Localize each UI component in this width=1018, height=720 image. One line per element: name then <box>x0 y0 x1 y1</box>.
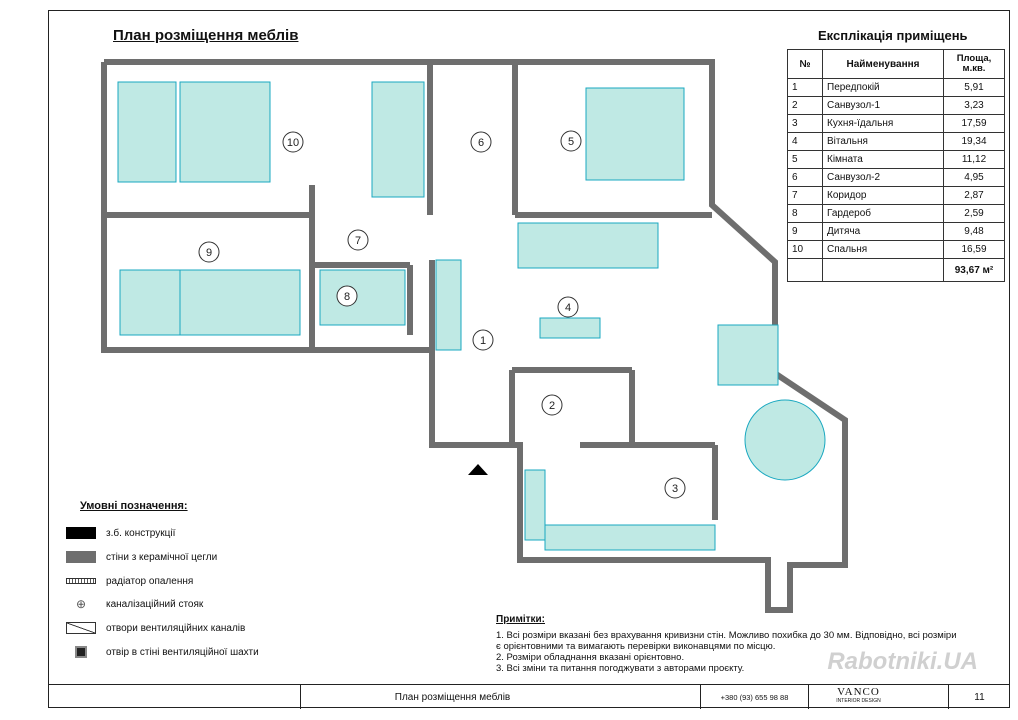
room-area-cell: 19,34 <box>944 133 1005 151</box>
room-marker-label: 2 <box>548 400 556 412</box>
legend-title: Умовні позначення: <box>80 500 188 512</box>
room-area-cell: 16,59 <box>944 241 1005 259</box>
legend-label: отвори вентиляційних каналів <box>106 622 246 634</box>
legend-item-sewer <box>66 597 203 611</box>
room-name-cell: Санвузол-1 <box>823 97 944 115</box>
col-area: Площа, м.кв. <box>944 50 1005 79</box>
room-number-cell: 2 <box>788 97 823 115</box>
room-marker-label: 8 <box>343 291 351 303</box>
concrete-swatch-icon <box>66 527 96 539</box>
footer-sheet-name: План розміщення меблів <box>300 685 604 709</box>
radiator-swatch-icon <box>66 578 96 584</box>
legend-item-radiator <box>66 574 193 588</box>
legend-item-vent <box>66 621 245 635</box>
room-marker-label: 6 <box>477 137 485 149</box>
room-area-cell: 17,59 <box>944 115 1005 133</box>
room-marker-label: 5 <box>567 136 575 148</box>
room-number-cell: 8 <box>788 205 823 223</box>
legend-item-concrete <box>66 526 175 540</box>
room-marker-label: 3 <box>671 483 679 495</box>
room-number-cell: 10 <box>788 241 823 259</box>
notes-title: Примітки: <box>496 614 545 625</box>
room-marker-label: 10 <box>286 137 300 149</box>
room-area-cell: 5,91 <box>944 79 1005 97</box>
note-line: є орієнтовними та вимагають перевірки виконавцями по місцю. <box>496 641 776 652</box>
room-number-cell: 6 <box>788 169 823 187</box>
sewer-riser-icon: ⊕ <box>75 597 87 611</box>
title-block <box>48 684 1010 708</box>
room-name-cell: Кухня-їдальня <box>823 115 944 133</box>
room-marker-label: 9 <box>205 247 213 259</box>
room-number-cell: 9 <box>788 223 823 241</box>
legend-label: стіни з керамічної цегли <box>106 551 218 563</box>
col-number: № <box>788 50 823 79</box>
room-number-cell: 1 <box>788 79 823 97</box>
total-area-cell: 93,67 м² <box>944 259 1005 282</box>
legend-label: з.б. конструкції <box>106 527 176 539</box>
room-area-cell: 2,59 <box>944 205 1005 223</box>
page-title: План розміщення меблів <box>113 27 299 44</box>
room-area-cell: 11,12 <box>944 151 1005 169</box>
room-name-cell: Вітальня <box>823 133 944 151</box>
legend-item-shaft <box>66 645 259 659</box>
explication-title: Експлікація приміщень <box>818 28 968 43</box>
room-name-cell: Дитяча <box>823 223 944 241</box>
vent-shaft-icon <box>75 646 87 658</box>
footer-page-number: 11 <box>948 685 1010 709</box>
col-name: Найменування <box>823 50 944 79</box>
brick-swatch-icon <box>66 551 96 563</box>
footer-logo <box>808 685 908 709</box>
legend-label: радіатор опалення <box>106 575 194 587</box>
legend-item-brick <box>66 550 217 564</box>
logo-text: VANCO <box>837 686 880 698</box>
room-marker-label: 7 <box>354 235 362 247</box>
room-area-cell: 4,95 <box>944 169 1005 187</box>
room-number-cell: 4 <box>788 133 823 151</box>
room-area-cell: 3,23 <box>944 97 1005 115</box>
logo-subtext: INTERIOR DESIGN <box>836 698 881 704</box>
room-name-cell: Спальня <box>823 241 944 259</box>
room-marker-label: 4 <box>564 302 572 314</box>
room-number-cell: 5 <box>788 151 823 169</box>
room-area-cell: 9,48 <box>944 223 1005 241</box>
note-line: 3. Всі зміни та питання погоджувати з авторами проєкту. <box>496 663 745 674</box>
room-marker-label: 1 <box>479 335 487 347</box>
room-name-cell: Коридор <box>823 187 944 205</box>
legend-label: отвір в стіні вентиляційної шахти <box>106 646 259 658</box>
room-name-cell: Санвузол-2 <box>823 169 944 187</box>
legend-label: каналізаційний стояк <box>106 598 204 610</box>
room-number-cell: 3 <box>788 115 823 133</box>
room-name-cell: Передпокій <box>823 79 944 97</box>
room-name-cell: Кімната <box>823 151 944 169</box>
vent-opening-icon <box>66 622 96 634</box>
room-number-cell: 7 <box>788 187 823 205</box>
room-area-cell: 2,87 <box>944 187 1005 205</box>
entrance-arrow-icon <box>468 464 488 475</box>
note-line: 2. Розміри обладнання вказані орієнтовно. <box>496 652 685 663</box>
note-line: 1. Всі розміри вказані без врахування кривизни стін. Можливо похибка до 30 мм. Відповідно, всі розміри <box>496 630 957 641</box>
watermark: Rabotniki.UA <box>827 648 978 675</box>
footer-phone: +380 (93) 655 98 88 <box>700 685 808 709</box>
room-name-cell: Гардероб <box>823 205 944 223</box>
